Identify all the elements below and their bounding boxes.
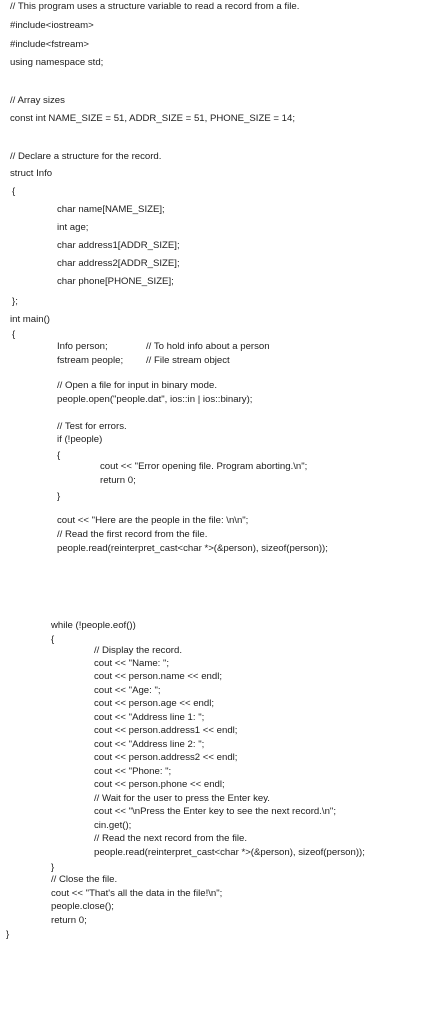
- code-line: Info person;: [57, 341, 108, 352]
- code-line: if (!people): [57, 434, 103, 445]
- code-line: cout << person.address2 << endl;: [94, 752, 238, 763]
- code-line: return 0;: [100, 475, 136, 486]
- code-line: // Wait for the user to press the Enter key.: [94, 793, 270, 804]
- code-line: {: [57, 450, 61, 461]
- code-line: {: [51, 634, 55, 645]
- code-line: };: [12, 296, 18, 307]
- code-line: char phone[PHONE_SIZE];: [57, 276, 174, 287]
- code-line: people.read(reinterpret_cast<char *>(&person), sizeof(person));: [94, 847, 365, 858]
- code-line: people.close();: [51, 901, 114, 912]
- code-line: // Open a file for input in binary mode.: [57, 380, 217, 391]
- code-line: cout << "Name: ";: [94, 658, 170, 669]
- code-line: struct Info: [10, 168, 53, 179]
- code-line: cout << "Here are the people in the file: \n\n";: [57, 515, 249, 526]
- code-line: const int NAME_SIZE = 51, ADDR_SIZE = 51, PHONE_SIZE = 14;: [10, 113, 296, 124]
- code-line: cout << person.name << endl;: [94, 671, 223, 682]
- code-line: cout << "Age: ";: [94, 685, 161, 696]
- code-line: {: [12, 329, 16, 340]
- code-line: // This program uses a structure variable to read a record from a file.: [10, 1, 300, 12]
- code-line: cout << person.phone << endl;: [94, 779, 225, 790]
- code-line: // Read the first record from the file.: [57, 529, 208, 540]
- code-line: int age;: [57, 222, 89, 233]
- code-line: return 0;: [51, 915, 87, 926]
- code-line: people.read(reinterpret_cast<char *>(&person), sizeof(person));: [57, 543, 328, 554]
- code-line: fstream people;: [57, 355, 124, 366]
- code-line: cout << "Error opening file. Program aborting.\n";: [100, 461, 308, 472]
- code-line: // Declare a structure for the record.: [10, 151, 162, 162]
- code-line: }: [57, 491, 61, 502]
- code-line: // Test for errors.: [57, 421, 127, 432]
- code-line: // Array sizes: [10, 95, 65, 106]
- code-line: char name[NAME_SIZE];: [57, 204, 165, 215]
- code-line: cout << "\nPress the Enter key to see the next record.\n";: [94, 806, 336, 817]
- code-line: int main(): [10, 314, 50, 325]
- code-line: cout << person.age << endl;: [94, 698, 215, 709]
- code-line: }: [6, 929, 10, 940]
- code-line: cout << "That's all the data in the file!\n";: [51, 888, 223, 899]
- code-comment: // To hold info about a person: [146, 341, 270, 352]
- code-line: cout << "Phone: ";: [94, 766, 172, 777]
- code-line: cout << "Address line 2: ";: [94, 739, 205, 750]
- code-comment: // File stream object: [146, 355, 230, 366]
- code-line: char address1[ADDR_SIZE];: [57, 240, 180, 251]
- code-line: }: [51, 862, 55, 873]
- code-line: // Display the record.: [94, 645, 182, 656]
- code-line: people.open("people.dat", ios::in | ios::binary);: [57, 394, 253, 405]
- code-line: // Read the next record from the file.: [94, 833, 248, 844]
- code-line: cout << person.address1 << endl;: [94, 725, 238, 736]
- code-line: char address2[ADDR_SIZE];: [57, 258, 180, 269]
- code-line: cout << "Address line 1: ";: [94, 712, 205, 723]
- code-line: #include<iostream>: [10, 20, 94, 31]
- code-line: cin.get();: [94, 820, 132, 831]
- code-line: while (!people.eof()): [51, 620, 136, 631]
- code-line: // Close the file.: [51, 874, 118, 885]
- code-line: using namespace std;: [10, 57, 104, 68]
- code-line: #include<fstream>: [10, 39, 89, 50]
- code-line: {: [12, 186, 16, 197]
